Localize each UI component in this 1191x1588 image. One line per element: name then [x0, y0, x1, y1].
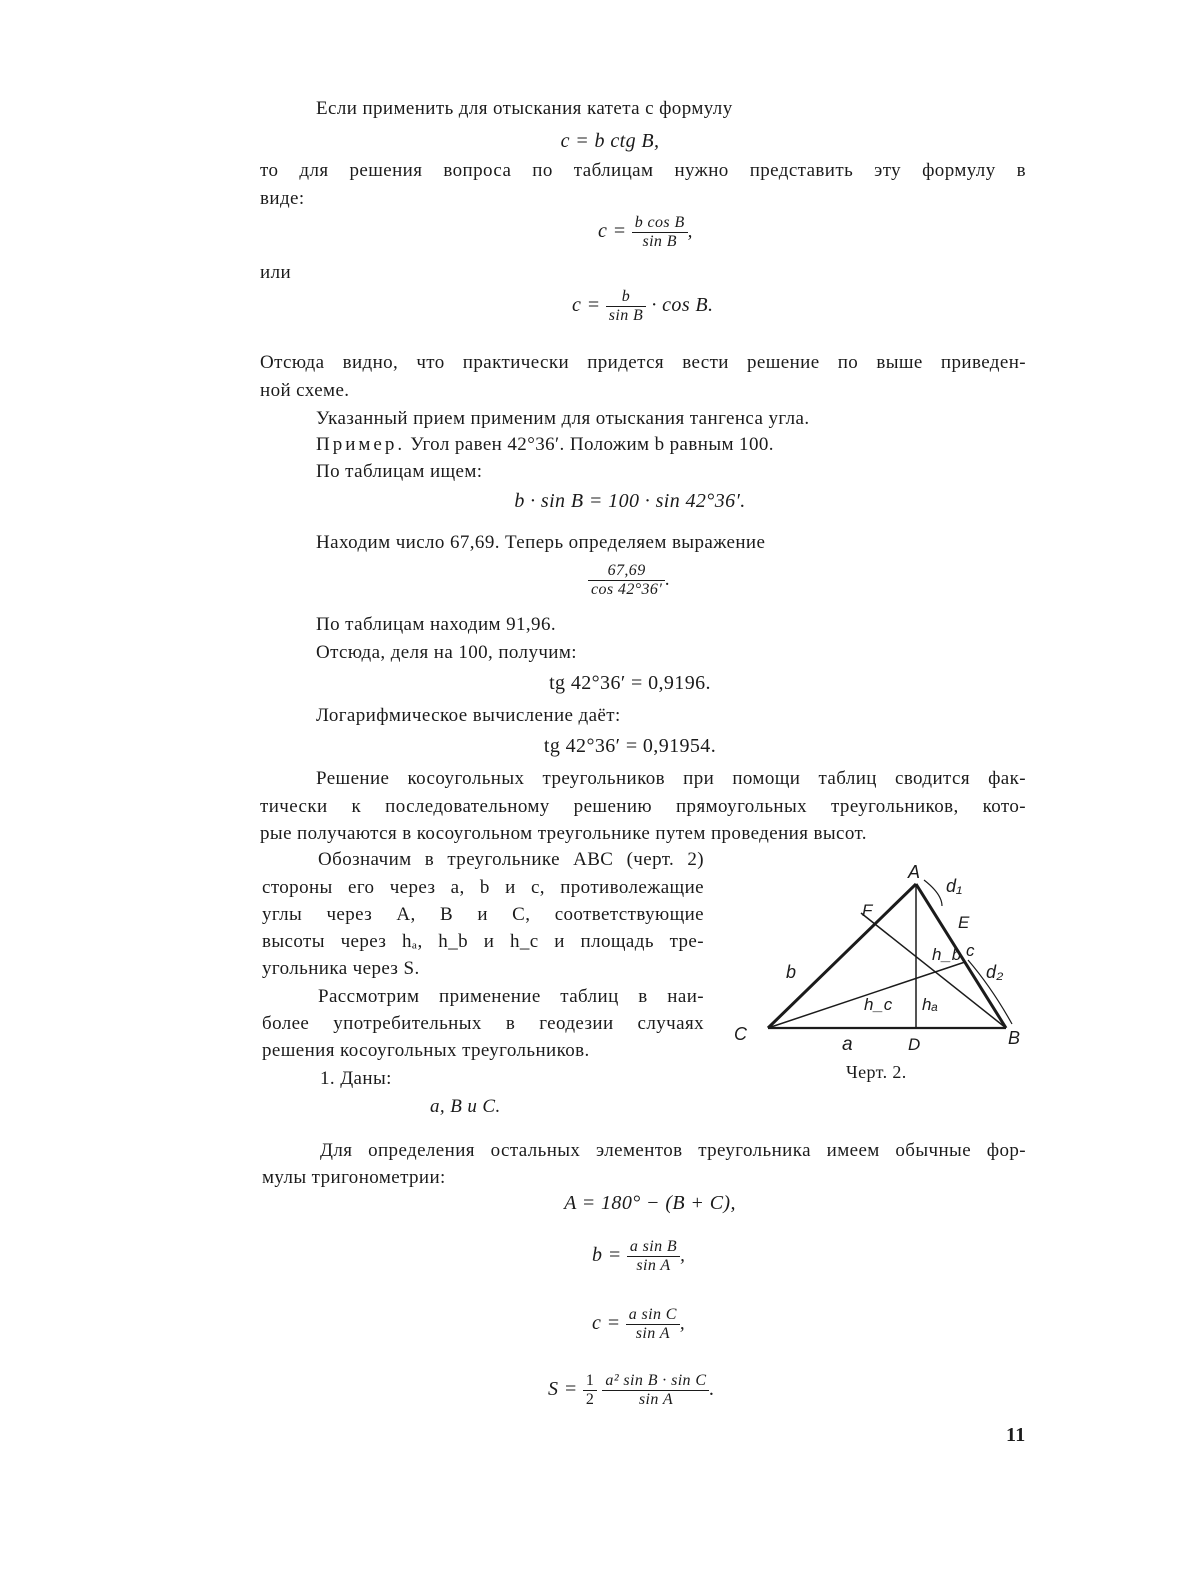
fraction-numerator: 67,69 — [588, 562, 665, 581]
label-ha: hₐ — [922, 995, 939, 1014]
formula-tail: . — [665, 568, 671, 590]
formula-tail: , — [679, 1312, 686, 1334]
figure-caption: Черт. 2. — [846, 1062, 907, 1082]
text-line — [320, 1140, 1026, 1162]
text-line-content: высоты через hₐ, h_b и h_c и площадь тре- — [262, 931, 704, 952]
fraction-numerator: b cos B — [632, 214, 688, 233]
formula-angle-A: A = 180° − (B + C), — [564, 1192, 736, 1214]
label-D: D — [908, 1035, 921, 1050]
fraction-denominator: sin A — [636, 1257, 671, 1274]
case-label: 1. Даны: — [320, 1068, 392, 1089]
text-line: ной схеме. — [260, 380, 350, 401]
formula-tg-result: tg 42°36′ = 0,9196. — [549, 672, 711, 694]
label-A: A — [908, 862, 921, 882]
text-line — [260, 796, 1026, 818]
fraction-denominator: sin A — [638, 1391, 673, 1408]
text-line-content: Рассмотрим применение таблиц в наи- — [318, 986, 704, 1007]
fraction-denominator: sin B — [608, 307, 644, 324]
formula-b-sin: b · sin B = 100 · sin 42°36′. — [514, 490, 746, 512]
text-line — [262, 877, 704, 899]
fraction-numerator: a² sin B · sin C — [602, 1372, 709, 1391]
text-line-content: Решение косоугольных треугольников при помощи таблиц сводится фак- — [316, 768, 1026, 789]
text-line-content: стороны его через a, b и c, противолежащие — [262, 877, 704, 898]
text-line: Находим число 67,69. Теперь определяем выражение — [316, 532, 766, 553]
text-line — [262, 904, 704, 926]
text-line: виде: — [260, 188, 305, 209]
label-d1: d₁ — [946, 876, 963, 896]
formula-cos-over-sin — [598, 214, 693, 251]
text-line-content: Отсюда видно, что практически придется вести решение по выше приведен- — [260, 352, 1026, 373]
text-line-content: тически к последовательному решению прямоугольных треугольников, кото- — [260, 796, 1026, 817]
example-line — [316, 434, 774, 456]
text-line: Если применить для отыскания катета c формулу — [316, 98, 733, 119]
text-line — [262, 1013, 704, 1035]
example-text: Угол равен 42°36′. Положим b равным 100. — [410, 434, 774, 455]
formula-tail: . — [709, 1377, 715, 1400]
fraction-denominator: cos 42°36′ — [591, 581, 663, 598]
label-b: b — [786, 962, 797, 982]
text-line-content: то для решения вопроса по таблицам нужно представить эту формулу в — [260, 160, 1026, 181]
text-line-content: Для определения остальных элементов треугольника имеем обычные фор- — [320, 1140, 1026, 1161]
text-line: рые получаются в косоугольном треугольнике путем проведения высот. — [260, 823, 867, 844]
text-line: По таблицам ищем: — [316, 461, 483, 482]
label-hb: h_b — [932, 945, 962, 964]
text-line — [316, 768, 1026, 790]
label-c: c — [966, 941, 975, 960]
fraction — [627, 1238, 680, 1275]
formula-tail: , — [687, 220, 693, 242]
text-line — [318, 986, 704, 1008]
text-line: или — [260, 262, 292, 283]
formula-lhs: b = — [592, 1243, 622, 1266]
text-line: По таблицам находим 91,96. — [316, 614, 556, 635]
label-a: a — [842, 1034, 853, 1050]
example-label: Пример. — [316, 434, 406, 455]
fraction — [626, 1306, 680, 1343]
text-line — [260, 160, 1026, 182]
label-F: F — [862, 901, 873, 920]
page-number: 11 — [1006, 1424, 1026, 1446]
text-line — [262, 931, 704, 953]
formula-lhs: c = — [572, 293, 601, 316]
fraction-numerator: 1 — [583, 1372, 597, 1391]
formula-lhs: c = — [598, 219, 627, 242]
formula-tg-log: tg 42°36′ = 0,91954. — [543, 735, 717, 757]
formula-ctg: c = b ctg B, — [560, 130, 660, 152]
text-line-content: более употребительных в геодезии случаях — [262, 1013, 704, 1034]
text-line-content: углы через A, B и C, соответствующие — [262, 904, 704, 925]
label-C: C — [734, 1024, 748, 1044]
formula-67-over-cos — [588, 562, 670, 599]
formula-tail: , — [680, 1244, 686, 1266]
formula-area-S — [548, 1372, 715, 1409]
fraction-numerator: b — [606, 288, 646, 307]
formula-lhs: c = — [592, 1311, 621, 1334]
text-line: мулы тригонометрии: — [262, 1167, 446, 1188]
case-given: a, B и C. — [430, 1096, 501, 1117]
text-line: Указанный прием применим для отыскания тангенса угла. — [316, 408, 810, 429]
label-B: B — [1008, 1028, 1021, 1048]
side-b-line — [768, 884, 916, 1028]
text-line: Отсюда, деля на 100, получим: — [316, 642, 577, 663]
text-line: решения косоугольных треугольников. — [262, 1040, 590, 1061]
formula-side-b — [592, 1238, 685, 1275]
text-line: угольника через S. — [262, 958, 420, 979]
fraction — [606, 288, 646, 325]
formula-b-over-sin — [572, 288, 713, 325]
fraction — [632, 214, 688, 251]
fraction-denominator: sin B — [642, 233, 677, 250]
triangle-figure — [730, 860, 1030, 1050]
fraction — [588, 562, 665, 599]
formula-side-c — [592, 1306, 685, 1343]
text-line — [318, 849, 704, 871]
formula-tail: · cos B. — [651, 293, 714, 316]
label-d2: d₂ — [986, 962, 1004, 982]
fraction-half — [583, 1372, 597, 1409]
label-E: E — [958, 913, 970, 932]
fraction — [602, 1372, 709, 1409]
label-hc: h_c — [864, 995, 893, 1014]
text-line — [260, 352, 1026, 374]
fraction-numerator: a sin C — [626, 1306, 680, 1325]
formula-lhs: S = — [548, 1377, 578, 1400]
text-line: Логарифмическое вычисление даёт: — [316, 705, 621, 726]
text-line-content: Обозначим в треугольнике ABC (черт. 2) — [318, 849, 704, 870]
fraction-denominator: sin A — [635, 1325, 670, 1342]
fraction-denominator: 2 — [585, 1391, 595, 1408]
fraction-numerator: a sin B — [627, 1238, 680, 1257]
